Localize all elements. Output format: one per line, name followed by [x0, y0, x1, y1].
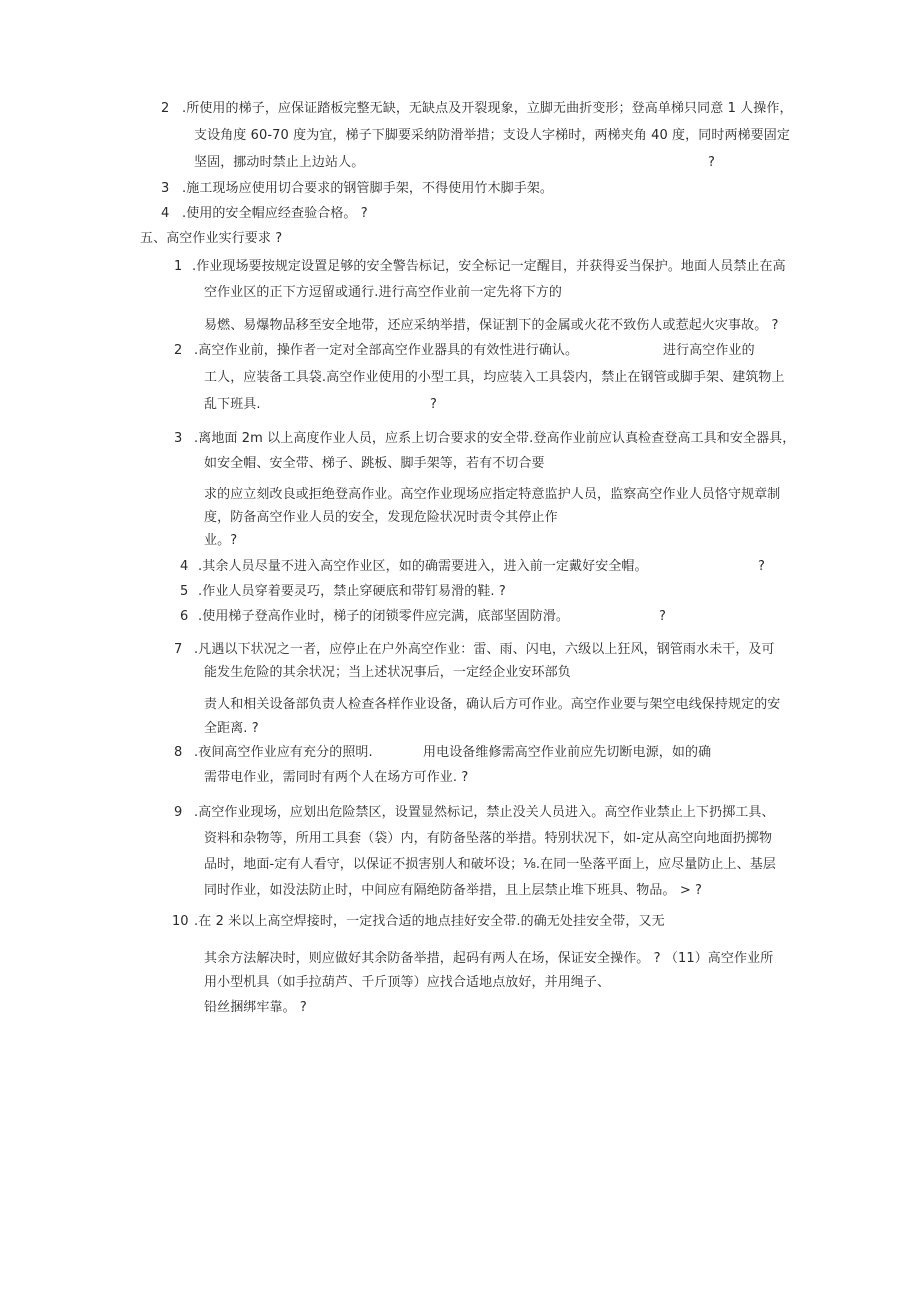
item-number: 4	[161, 206, 170, 221]
item-text-line: 支设角度 60-70 度为宜，梯子下脚要采纳防滑举措；支设人字梯时，两梯夹角 40 度，同时两梯要固定	[194, 128, 790, 143]
item-text-line: 品时，地面-定有人看守，以保证不损害别人和破坏设；⅛.在同一坠落平面上，应尽量防止上、基层	[204, 857, 776, 872]
item-text-line: .施工现场应使用切合要求的钢管脚手架，不得使用竹木脚手架。	[182, 181, 554, 196]
item-text-line: 用小型机具（如手拉葫芦、千斤顶等）应找合适地点放好，并用绳子、	[204, 975, 611, 990]
question-mark: ?	[708, 155, 715, 170]
item-text-line: .作业现场要按规定设置足够的安全警告标记，安全标记一定醒目，并获得妥当保护。地面人员禁止在高	[192, 259, 786, 274]
item-number: 3	[174, 431, 183, 446]
item-text-line: .高空作业现场，应划出危险禁区，设置显然标记，禁止没关人员进入。高空作业禁止上下扔掷工具、	[194, 805, 775, 820]
item-number: 2	[161, 101, 170, 116]
item-text-line: 业。?	[204, 533, 238, 548]
section-heading: 五、高空作业实行要求 ?	[140, 231, 283, 246]
item-text-line: 需带电作业，需同时有两个人在场方可作业. ?	[204, 770, 469, 785]
item-number: 4	[180, 559, 189, 574]
item-text-line: 度，防备高空作业人员的安全，发现危险状况时责令其停止作	[204, 510, 558, 525]
item-text-line: 工人，应装备工具袋.高空作业使用的小型工具，均应装入工具袋内，禁止在钢管或脚手架、建筑物上	[204, 370, 785, 385]
item-text-line: 坚固，挪动时禁止上边站人。	[194, 155, 365, 170]
item-number: 2	[174, 343, 183, 358]
item-text-line: .凡遇以下状况之一者，应停止在户外高空作业：雷、雨、闪电，六级以上狂风，钢管雨水未干，及可	[194, 642, 775, 657]
item-number: 7	[174, 642, 183, 657]
item-number: 10	[172, 914, 189, 929]
item-number: 6	[180, 609, 189, 624]
item-text-line: 空作业区的正下方逗留或通行.进行高空作业前一定先将下方的	[204, 285, 562, 300]
item-text-line: 能发生危险的其余状况；当上述状况事后，一定经企业安环部负	[204, 665, 571, 680]
item-text-line: .使用的安全帽应经查验合格。 ?	[182, 206, 368, 221]
question-mark: ?	[758, 559, 765, 574]
item-number: 8	[174, 745, 183, 760]
item-text-line: 资料和杂物等，所用工具套（袋）内，有防备坠落的举措。特别状况下，如-定从高空向地面扔掷物	[204, 831, 773, 846]
item-text-line: 全距离. ?	[204, 721, 259, 736]
item-text-line: 如安全帽、安全带、梯子、跳板、脚手架等，若有不切合要	[204, 456, 545, 471]
question-mark: ?	[659, 609, 666, 624]
item-text-line: 求的应立刻改良或拒绝登高作业。高空作业现场应指定特意监护人员，监察高空作业人员恪守规章制	[204, 487, 781, 502]
item-text-line: .在 2 米以上高空焊接时，一定找合适的地点挂好安全带.的确无处挂安全带，又无	[194, 914, 665, 929]
item-text-line: .高空作业前，操作者一定对全部高空作业器具的有效性进行确认。	[194, 343, 579, 358]
item-text-line: .其余人员尽量不进入高空作业区，如的确需要进入，进入前一定戴好安全帽。	[198, 559, 648, 574]
item-text-line: 易燃、易爆物品移至安全地带，还应采纳举措，保证割下的金属或火花不致伤人或惹起火灾事故。 ?	[204, 318, 779, 333]
question-mark: ?	[430, 397, 437, 412]
item-text-line: 铅丝捆绑牢靠。 ?	[204, 1000, 307, 1015]
item-text-line: 其余方法解决时，则应做好其余防备举措，起码有两人在场，保证安全操作。 ? （11）高空作业所	[204, 951, 774, 966]
item-text-line: .离地面 2m 以上高度作业人员，应系上切合要求的安全带.登高作业前应认真检查登高工具和安全器具，	[194, 431, 796, 446]
item-number: 9	[174, 805, 183, 820]
item-text-line: .夜间高空作业应有充分的照明.	[194, 745, 373, 760]
item-number: 5	[180, 584, 189, 599]
item-text-line: 进行高空作业的	[663, 343, 755, 358]
item-text-line: .使用梯子登高作业时，梯子的闭锁零件应完满，底部坚固防滑。	[198, 609, 570, 624]
item-text-line: 乱下班具.	[204, 397, 261, 412]
item-text-line: .作业人员穿着要灵巧，禁止穿硬底和带钉易滑的鞋. ?	[198, 584, 506, 599]
item-text-line: 同时作业，如没法防止时，中间应有隔绝防备举措，且上层禁止堆下班具、物品。 > ?	[204, 883, 703, 898]
item-text-line: .所使用的梯子，应保证踏板完整无缺，无缺点及开裂现象，立脚无曲折变形；登高单梯只同意 1 人操作，	[182, 101, 793, 116]
item-text-line: 用电设备维修需高空作业前应先切断电源，如的确	[423, 745, 712, 760]
item-number: 1	[174, 259, 183, 274]
item-number: 3	[161, 181, 170, 196]
item-text-line: 责人和相关设备部负责人检查各样作业设备，确认后方可作业。高空作业要与架空电线保持规定的安	[204, 697, 781, 712]
